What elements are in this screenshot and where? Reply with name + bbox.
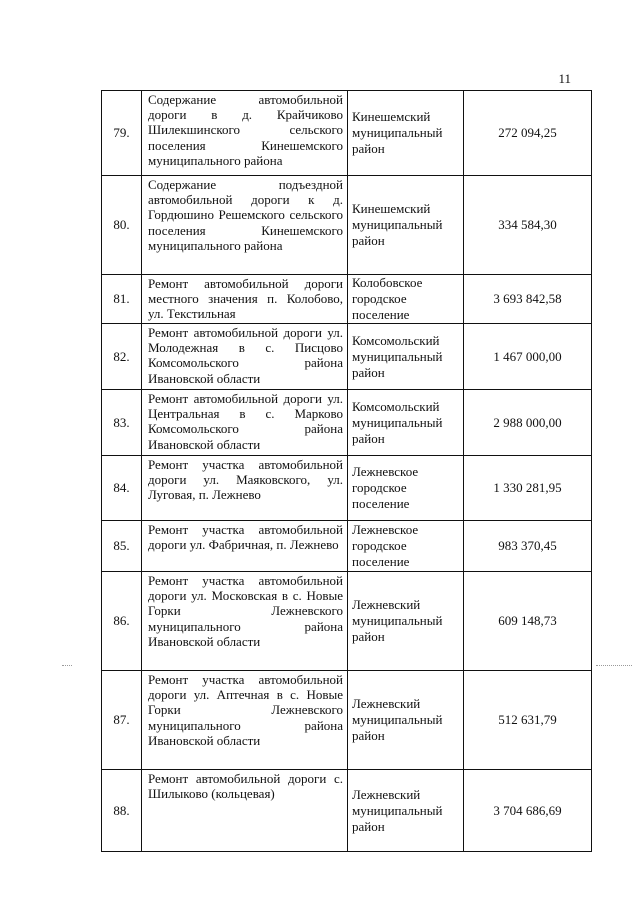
row-description: [142, 390, 348, 456]
row-amount: 512 631,79: [464, 671, 592, 770]
row-amount: 1 467 000,00: [464, 324, 592, 390]
row-amount: 2 988 000,00: [464, 390, 592, 456]
row-description-text: Ремонт автомобильной дороги ул. Центральная в с. Марково Комсомольского района Ивановской области: [148, 391, 343, 452]
row-description: [142, 572, 348, 671]
table-row: [102, 324, 592, 390]
row-description: [142, 275, 348, 324]
row-amount: 3 693 842,58: [464, 275, 592, 324]
row-municipality: Комсомольский муниципальный район: [348, 324, 464, 390]
row-municipality: Колобовское городское поселение: [348, 275, 464, 324]
scan-edge-mark-left: [62, 665, 72, 666]
row-number: 87.: [102, 671, 142, 770]
row-description-text: Ремонт автомобильной дороги местного значения п. Колобово, ул. Текстильная: [148, 276, 343, 322]
row-amount: 334 584,30: [464, 176, 592, 275]
row-amount: 609 148,73: [464, 572, 592, 671]
row-municipality: Лежневский муниципальный район: [348, 770, 464, 852]
table-row: [102, 390, 592, 456]
row-municipality: Кинешемский муниципальный район: [348, 91, 464, 176]
row-municipality: Лежневский муниципальный район: [348, 572, 464, 671]
row-number: 79.: [102, 91, 142, 176]
row-number: 82.: [102, 324, 142, 390]
table-row: [102, 456, 592, 521]
row-number: 83.: [102, 390, 142, 456]
row-description: [142, 176, 348, 275]
row-description: [142, 671, 348, 770]
row-number: 80.: [102, 176, 142, 275]
row-number: 88.: [102, 770, 142, 852]
row-municipality: Лежневское городское поселение: [348, 521, 464, 572]
table-row: [102, 770, 592, 852]
row-description-text: Ремонт автомобильной дороги с. Шилыково (кольцевая): [148, 771, 343, 802]
row-description-text: Ремонт участка автомобильной дороги ул. Московская в с. Новые Горки Лежневского муниципального района Ивановской области: [148, 573, 343, 649]
table-row: [102, 275, 592, 324]
row-description-text: Ремонт участка автомобильной дороги ул. Аптечная в с. Новые Горки Лежневского муниципального района Ивановской области: [148, 672, 343, 748]
row-description-text: Ремонт автомобильной дороги ул. Молодежная в с. Писцово Комсомольского района Ивановской области: [148, 325, 343, 386]
row-description: [142, 91, 348, 176]
row-municipality: Комсомольский муниципальный район: [348, 390, 464, 456]
row-description-text: Содержание подъездной автомобильной дороги к д. Гордюшино Решемского сельского поселения Кинешемского муниципального района: [148, 177, 343, 253]
road-works-table: [101, 90, 592, 852]
row-number: 84.: [102, 456, 142, 521]
row-municipality: Кинешемский муниципальный район: [348, 176, 464, 275]
row-amount: 983 370,45: [464, 521, 592, 572]
table-row: [102, 176, 592, 275]
row-municipality: Лежневское городское поселение: [348, 456, 464, 521]
table-row: [102, 671, 592, 770]
table-row: [102, 91, 592, 176]
row-description-text: Ремонт участка автомобильной дороги ул. Фабричная, п. Лежнево: [148, 522, 343, 553]
row-description-text: Ремонт участка автомобильной дороги ул. Маяковского, ул. Луговая, п. Лежнево: [148, 457, 343, 503]
row-amount: 272 094,25: [464, 91, 592, 176]
row-municipality: Лежневский муниципальный район: [348, 671, 464, 770]
table-row: [102, 572, 592, 671]
row-description: [142, 770, 348, 852]
row-number: 86.: [102, 572, 142, 671]
row-description: [142, 324, 348, 390]
page-number: 11: [558, 71, 571, 86]
row-description-text: Содержание автомобильной дороги в д. Крайчиково Шилекшинского сельского поселения Кинешемского муниципального района: [148, 92, 343, 168]
row-description: [142, 456, 348, 521]
row-number: 81.: [102, 275, 142, 324]
row-amount: 1 330 281,95: [464, 456, 592, 521]
row-amount: 3 704 686,69: [464, 770, 592, 852]
scan-edge-mark-right: [596, 665, 632, 666]
table-row: [102, 521, 592, 572]
row-description: [142, 521, 348, 572]
row-number: 85.: [102, 521, 142, 572]
